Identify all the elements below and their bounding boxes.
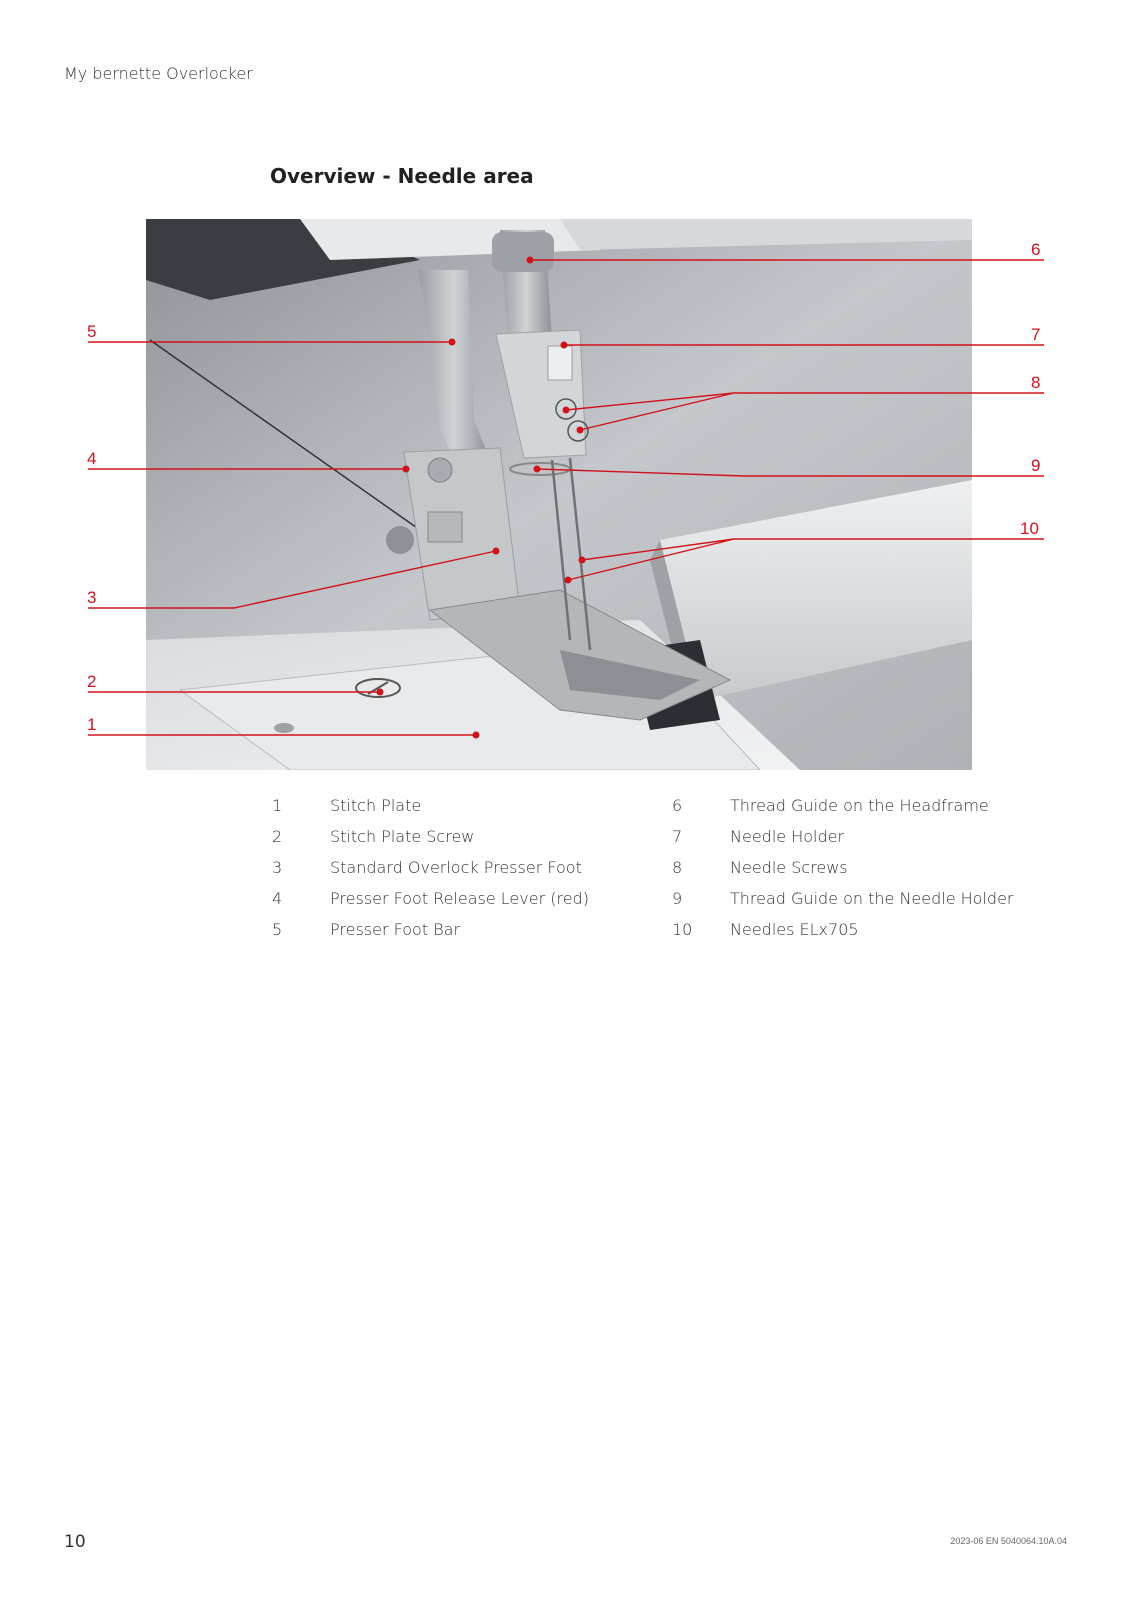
legend-item [672, 821, 1014, 852]
legend-num: 10 [672, 920, 693, 939]
legend-num: 3 [272, 858, 283, 877]
running-header: My bernette Overlocker [64, 64, 253, 83]
callout-10: 10 [1020, 519, 1039, 538]
legend-right [672, 790, 1014, 945]
legend-label: Thread Guide on the Needle Holder [730, 889, 1014, 908]
legend-label: Needle Screws [730, 858, 848, 877]
callout-5: 5 [87, 322, 97, 341]
legend-item [272, 790, 589, 821]
page-number: 10 [64, 1532, 86, 1552]
document-code: 2023-06 EN 5040064.10A.04 [950, 1536, 1067, 1546]
legend-item [672, 914, 1014, 945]
legend-num: 1 [272, 796, 283, 815]
legend-num: 8 [672, 858, 683, 877]
callout-2: 2 [87, 672, 97, 691]
callout-6: 6 [1031, 240, 1041, 259]
legend-num: 2 [272, 827, 283, 846]
legend-label: Thread Guide on the Headframe [730, 796, 989, 815]
legend-num: 9 [672, 889, 683, 908]
legend-label: Stitch Plate Screw [330, 827, 475, 846]
legend-num: 5 [272, 920, 283, 939]
machine-photo [146, 219, 972, 770]
legend-item [672, 852, 1014, 883]
legend-label: Standard Overlock Presser Foot [330, 858, 582, 877]
legend-item [672, 790, 1014, 821]
legend-item [272, 883, 589, 914]
legend-left [272, 790, 589, 945]
legend-item [272, 821, 589, 852]
legend-label: Needle Holder [730, 827, 845, 846]
callout-8: 8 [1031, 373, 1041, 392]
callout-7: 7 [1031, 325, 1041, 344]
callout-1: 1 [87, 715, 97, 734]
legend-item [672, 883, 1014, 914]
callout-9: 9 [1031, 456, 1041, 475]
legend-num: 6 [672, 796, 683, 815]
legend-item [272, 852, 589, 883]
legend-label: Presser Foot Bar [330, 920, 461, 939]
section-title: Overview - Needle area [270, 164, 534, 188]
callout-4: 4 [87, 449, 97, 468]
legend-label: Presser Foot Release Lever (red) [330, 889, 589, 908]
legend-label: Stitch Plate [330, 796, 422, 815]
legend-label: Needles ELx705 [730, 920, 859, 939]
legend-item [272, 914, 589, 945]
legend-num: 7 [672, 827, 683, 846]
callout-3: 3 [87, 588, 97, 607]
legend-num: 4 [272, 889, 283, 908]
